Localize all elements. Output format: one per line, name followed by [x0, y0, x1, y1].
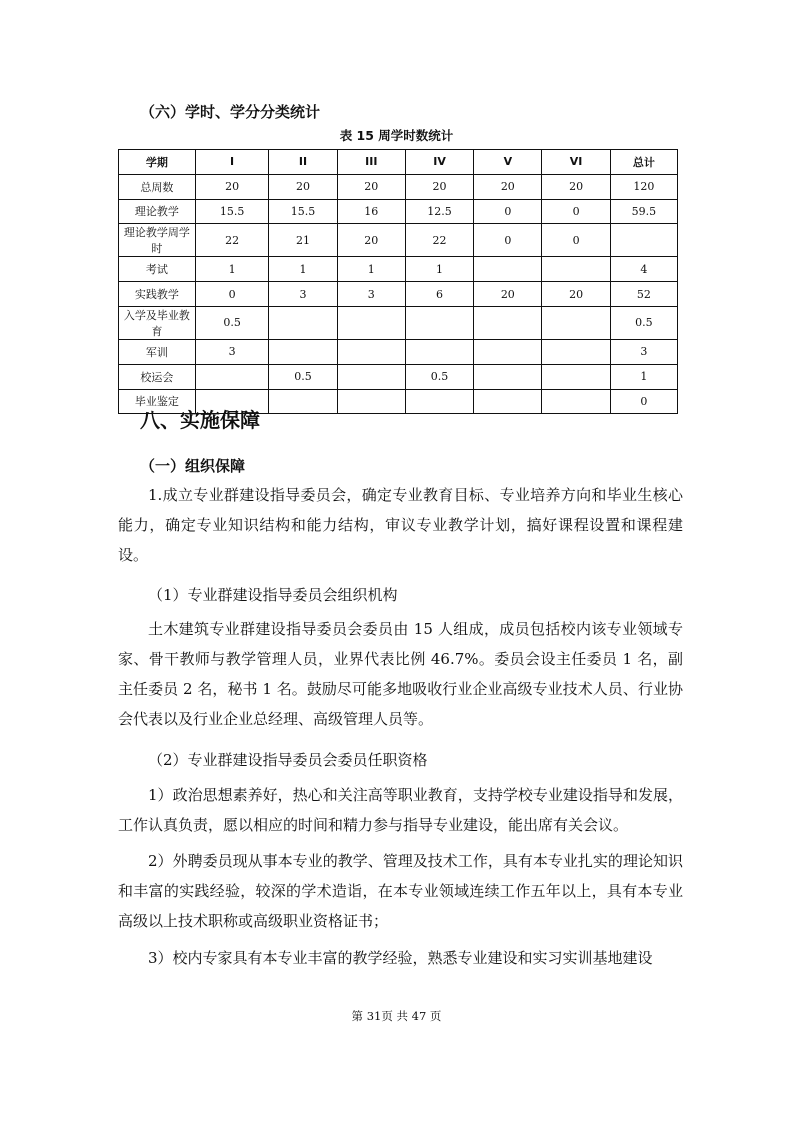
table-cell: 1 [195, 257, 269, 282]
table-cell: 1 [405, 257, 473, 282]
table-cell: 6 [405, 282, 473, 307]
table-cell: 0 [474, 199, 542, 224]
header-term-4: IV [405, 150, 473, 175]
table-cell [610, 224, 677, 257]
table-header-row [119, 150, 678, 175]
row-label: 毕业鉴定 [119, 389, 196, 414]
table-cell: 0 [542, 224, 610, 257]
table-cell [337, 364, 405, 389]
table-cell [337, 389, 405, 414]
table-cell: 0.5 [405, 364, 473, 389]
table-cell: 20 [269, 174, 337, 199]
section-heading: （六）学时、学分分类统计 [140, 103, 321, 121]
table-cell: 3 [269, 282, 337, 307]
table-cell [474, 389, 542, 414]
table-cell [405, 306, 473, 339]
table-cell: 0 [474, 224, 542, 257]
table-cell: 3 [195, 339, 269, 364]
table-cell: 1 [610, 364, 677, 389]
table-cell: 20 [195, 174, 269, 199]
paragraph-qual-heading: （2）专业群建设指导委员会委员任职资格 [148, 751, 428, 769]
header-term-3: III [337, 150, 405, 175]
table-cell [269, 306, 337, 339]
paragraph-committee: 1.成立专业群建设指导委员会，确定专业教育目标、专业培养方向和毕业生核心能力，确定专业知识结构和能力结构，审议专业教学计划，搞好课程设置和课程建设。 [118, 486, 683, 564]
table-cell: 20 [337, 174, 405, 199]
row-label: 实践教学 [119, 282, 196, 307]
table-row [119, 282, 678, 307]
table-caption: 表 15 周学时数统计 [339, 128, 454, 143]
row-label: 校运会 [119, 364, 196, 389]
table-cell: 20 [474, 282, 542, 307]
table-cell: 15.5 [195, 199, 269, 224]
table-cell: 20 [474, 174, 542, 199]
row-label: 总周数 [119, 174, 196, 199]
paragraph-qual-1: 1）政治思想素养好，热心和关注高等职业教育，支持学校专业建设指导和发展，工作认真负责，愿以相应的时间和精力参与指导专业建设，能出席有关会议。 [118, 786, 683, 834]
header-term-5: V [474, 150, 542, 175]
table-row [119, 174, 678, 199]
table-cell: 52 [610, 282, 677, 307]
table-cell: 21 [269, 224, 337, 257]
table-cell [542, 257, 610, 282]
table-cell [269, 339, 337, 364]
table-cell: 4 [610, 257, 677, 282]
table-cell: 0 [542, 199, 610, 224]
paragraph-org-heading: （1）专业群建设指导委员会组织机构 [148, 586, 398, 604]
header-term: 学期 [119, 150, 196, 175]
table-cell: 16 [337, 199, 405, 224]
table-cell [474, 364, 542, 389]
row-label: 考试 [119, 257, 196, 282]
table-cell [474, 339, 542, 364]
table-cell: 0.5 [195, 306, 269, 339]
table-cell: 22 [195, 224, 269, 257]
table-cell [405, 389, 473, 414]
table-cell: 0.5 [610, 306, 677, 339]
table-cell: 20 [542, 282, 610, 307]
table-cell [542, 306, 610, 339]
table-row [119, 364, 678, 389]
table-cell: 120 [610, 174, 677, 199]
header-term-6: VI [542, 150, 610, 175]
page-footer: 第 31页 共 47 页 [351, 1009, 442, 1023]
table-cell: 0 [610, 389, 677, 414]
paragraph-qual-2: 2）外聘委员现从事本专业的教学、管理及技术工作，具有本专业扎实的理论知识和丰富的实践经验，较深的学术造诣，在本专业领域连续工作五年以上，具有本专业高级以上技术职称或高级职业资格证书； [118, 852, 683, 930]
table-cell: 59.5 [610, 199, 677, 224]
table-cell [474, 306, 542, 339]
header-total: 总计 [610, 150, 677, 175]
table-cell [542, 389, 610, 414]
table-cell [474, 257, 542, 282]
table-cell: 3 [337, 282, 405, 307]
table-cell: 15.5 [269, 199, 337, 224]
table-cell [337, 339, 405, 364]
table-cell [337, 306, 405, 339]
table-cell: 22 [405, 224, 473, 257]
table-cell: 20 [542, 174, 610, 199]
paragraph-qual-3: 3）校内专家具有本专业丰富的教学经验，熟悉专业建设和实习实训基地建设 [148, 949, 653, 967]
header-term-2: II [269, 150, 337, 175]
table-row [119, 306, 678, 339]
table-cell: 20 [405, 174, 473, 199]
row-label: 入学及毕业教育 [119, 306, 196, 339]
table-row [119, 224, 678, 257]
table-cell: 0 [195, 282, 269, 307]
table-row [119, 339, 678, 364]
chapter-heading: 八、实施保障 [140, 408, 260, 432]
table-cell [405, 339, 473, 364]
sub-heading: （一）组织保障 [140, 457, 246, 475]
table-cell [542, 339, 610, 364]
table-cell: 1 [337, 257, 405, 282]
row-label: 理论教学周学时 [119, 224, 196, 257]
paragraph-org-body: 土木建筑专业群建设指导委员会委员由 15 人组成，成员包括校内该专业领域专家、骨干教师与教学管理人员，业界代表比例 46.7%。委员会设主任委员 1 名，副主任委员 2 名，秘书 1 名。鼓励尽可能多地吸收行业企业高级专业技术人员、行业协会代表以及行业企业总经理、高级管理人员等。 [118, 620, 683, 728]
weekly-hours-table [118, 149, 678, 414]
table-cell [542, 364, 610, 389]
table-row [119, 199, 678, 224]
table-cell: 1 [269, 257, 337, 282]
table-cell [269, 389, 337, 414]
row-label: 军训 [119, 339, 196, 364]
table-cell [195, 364, 269, 389]
table-cell: 12.5 [405, 199, 473, 224]
header-term-1: I [195, 150, 269, 175]
table-cell: 3 [610, 339, 677, 364]
table-cell: 0.5 [269, 364, 337, 389]
table-cell: 20 [337, 224, 405, 257]
row-label: 理论教学 [119, 199, 196, 224]
table-row [119, 257, 678, 282]
